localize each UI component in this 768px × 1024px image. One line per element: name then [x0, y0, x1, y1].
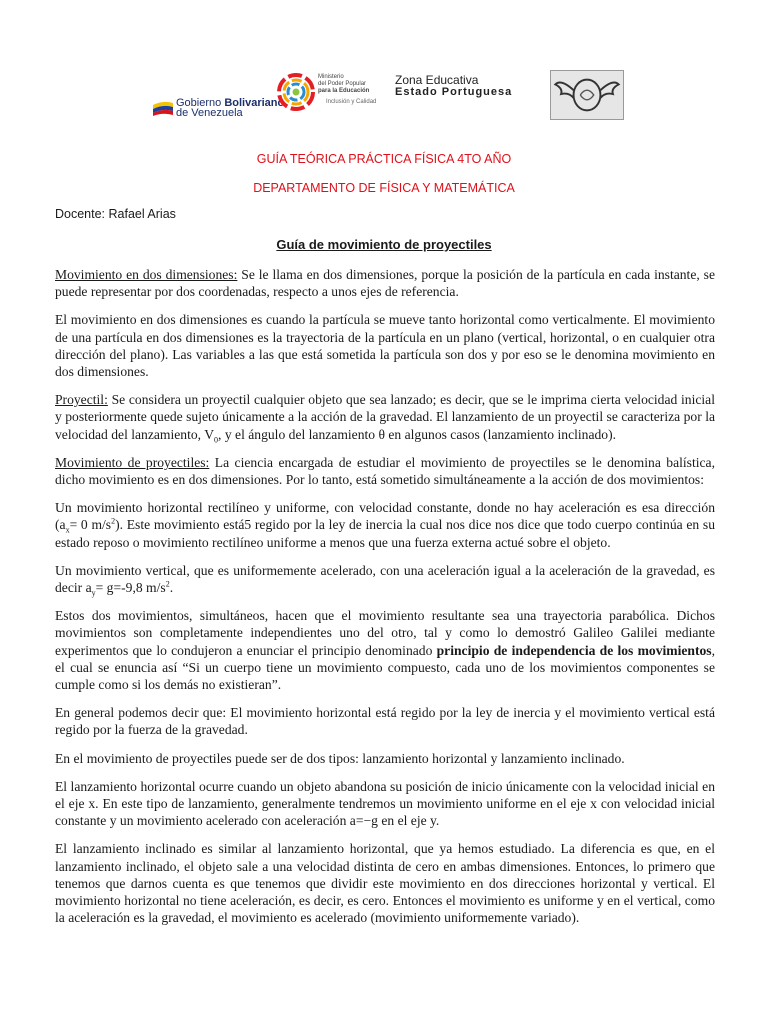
ministerio-sub: Inclusión y Calidad	[326, 99, 377, 105]
zona-educativa	[395, 74, 512, 98]
gobierno-line1-bold: Bolivariano	[224, 97, 285, 109]
text-p6c: .	[169, 580, 174, 596]
text-p7a: Estos dos movimientos, simultáneos, hacen que el movimiento resultante sea una trayectoria parabólica. Dichos movimientos son completamente independientes uno del otro, tal y como lo demostró Galileo Galilei mediante experimentos que lo condujeron a enunciar el principio denominado	[55, 608, 715, 658]
header-logos	[0, 60, 768, 130]
document-body	[55, 266, 715, 938]
paragraph-movimiento-proyectiles	[55, 454, 715, 488]
paragraph-tipos: En el movimiento de proyectiles puede ser de dos tipos: lanzamiento horizontal y lanzamiento inclinado.	[55, 750, 625, 766]
text-p5c: ). Este movimiento está5 regido por la ley de inercia la cual nos dice nos dice que todo cuerpo continúa en su estado reposo o movimiento rectilíneo uniforme a menos que una fuerza externa actué sobre el objeto.	[55, 517, 716, 550]
sub-p5: x	[65, 526, 70, 536]
text-p3a: Se considera un proyectil cualquier objeto que sea lanzado; es decir, que se le imprima cierta velocidad inicial y posteriormente quede sujeto únicamente a la acción de la gravedad. El lanzamiento de un proyectil se caracteriza por la velocidad del lanzamiento, V	[55, 392, 715, 442]
paragraph-galileo	[55, 607, 715, 693]
principio-independencia: principio de independencia de los movimientos	[436, 642, 712, 658]
text-p6b: = g=-9,8 m/s	[95, 580, 166, 596]
sup-p5: 2	[111, 516, 116, 526]
text-p6a: Un movimiento vertical, que es uniformemente acelerado, con una aceleración igual a la aceleración de la gravedad, es decir a	[55, 562, 715, 596]
title-departamento: DEPARTAMENTO DE FÍSICA Y MATEMÁTICA	[253, 181, 515, 195]
ministerio-line-3: para la Educación	[318, 88, 370, 94]
text-p3b: , y el ángulo del lanzamiento θ en algunos casos (lanzamiento inclinado).	[218, 426, 617, 442]
text-p5b: = 0 m/s	[69, 517, 112, 533]
label-movimiento-dos-dimensiones: Movimiento en dos dimensiones:	[55, 267, 238, 282]
title-guia: GUÍA TEÓRICA PRÁCTICA FÍSICA 4TO AÑO	[256, 152, 512, 166]
zona-line2: Estado Portuguesa	[395, 86, 513, 98]
text-p7b: , el cual se enuncia así “Si un cuerpo tiene un movimiento compuesto, cada uno de los movimientos componentes se cumple como si los demás no existieran”.	[55, 642, 715, 693]
venezuela-flag-icon	[152, 100, 174, 116]
paragraph-lanzamiento-horizontal: El lanzamiento horizontal ocurre cuando un objeto abandona su posición de inicio únicamente con la velocidad inicial en el eje x. En este tipo de lanzamiento, generalmente tendremos un movimiento uniforme en el eje x con velocidad inicial constante y un movimiento acelerado con aceleración a=−g en el eje y.	[55, 778, 715, 829]
sub-p6: y	[91, 588, 96, 598]
gobierno-line1-pre: Gobierno	[176, 97, 225, 109]
gobierno-text	[176, 98, 284, 118]
ministerio-line-2: del Poder Popular	[318, 81, 367, 87]
label-proyectil: Proyectil:	[55, 392, 108, 408]
sup-p6: 2	[165, 579, 170, 589]
text-p4: La ciencia encargada de estudiar el movimiento de proyectiles se le denomina balística, dicho movimiento es en dos dimensiones. Por lo tanto, está sometido simultáneamente a la acción de dos movimientos:	[55, 454, 715, 488]
ministerio-text	[318, 74, 388, 106]
guia-heading: Guía de movimiento de proyectiles	[276, 237, 492, 252]
school-emblem	[550, 70, 624, 120]
paragraph-lanzamiento-inclinado: El lanzamiento inclinado es similar al lanzamiento horizontal, que ya hemos estudiado. La diferencia es que, en el lanzamiento inclinado, el objeto sale a una velocidad distinta de cero en ambas dimensiones. Entonces, lo primero que tenemos que darnos cuenta es que tenemos que dividir este movimiento en dos direcciones horizontal y vertical. El movimiento horizontal no tiene aceleración, es decir, es cero. Entonces el movimiento es uniforme y en el vertical, como la aceleración es la gravedad, el movimiento es acelerado (movimiento uniformemente variado).	[55, 841, 715, 926]
label-movimiento-proyectiles: Movimiento de proyectiles:	[55, 454, 210, 470]
text-p1: Se le llama en dos dimensiones, porque la posición de la partícula en cada instante, se puede representar por dos coordenadas, respecto a unos ejes de referencia.	[55, 267, 715, 300]
paragraph-proyectil	[55, 391, 715, 443]
docente-line: Docente: Rafael Arias	[55, 207, 176, 221]
zona-line1: Zona Educativa	[395, 73, 479, 87]
gobierno-line2: de Venezuela	[176, 107, 243, 119]
winged-emblem-icon	[551, 71, 623, 119]
gobierno-bolivariano-logo	[152, 98, 284, 118]
ministerio-line-1: Ministerio	[318, 74, 344, 80]
paragraph-general: En general podemos decir que: El movimiento horizontal está regido por la ley de inercia y el movimiento vertical está regido por la fuerza de la gravedad.	[55, 705, 715, 738]
sub-p3: 0	[214, 435, 219, 445]
paragraph-horizontal	[55, 499, 715, 551]
paragraph-dos-dimensiones	[55, 266, 715, 300]
paragraph-2: El movimiento en dos dimensiones es cuando la partícula se mueve tanto horizontal como verticalmente. El movimiento de una partícula en dos dimensiones es la trayectoria de la partícula en un plano (vertical, horizontal, o en cualquier otra dirección del plano). Las variables a las que está sometida la partícula son dos y por eso se le denomina movimiento en dos dimensiones.	[55, 312, 715, 380]
paragraph-vertical	[55, 562, 715, 596]
text-p5a: Un movimiento horizontal rectilíneo y uniforme, con velocidad constante, donde no hay aceleración es esa dirección (a	[55, 500, 715, 533]
ministerio-logo	[276, 70, 388, 114]
ministerio-emblem-icon	[276, 70, 316, 114]
